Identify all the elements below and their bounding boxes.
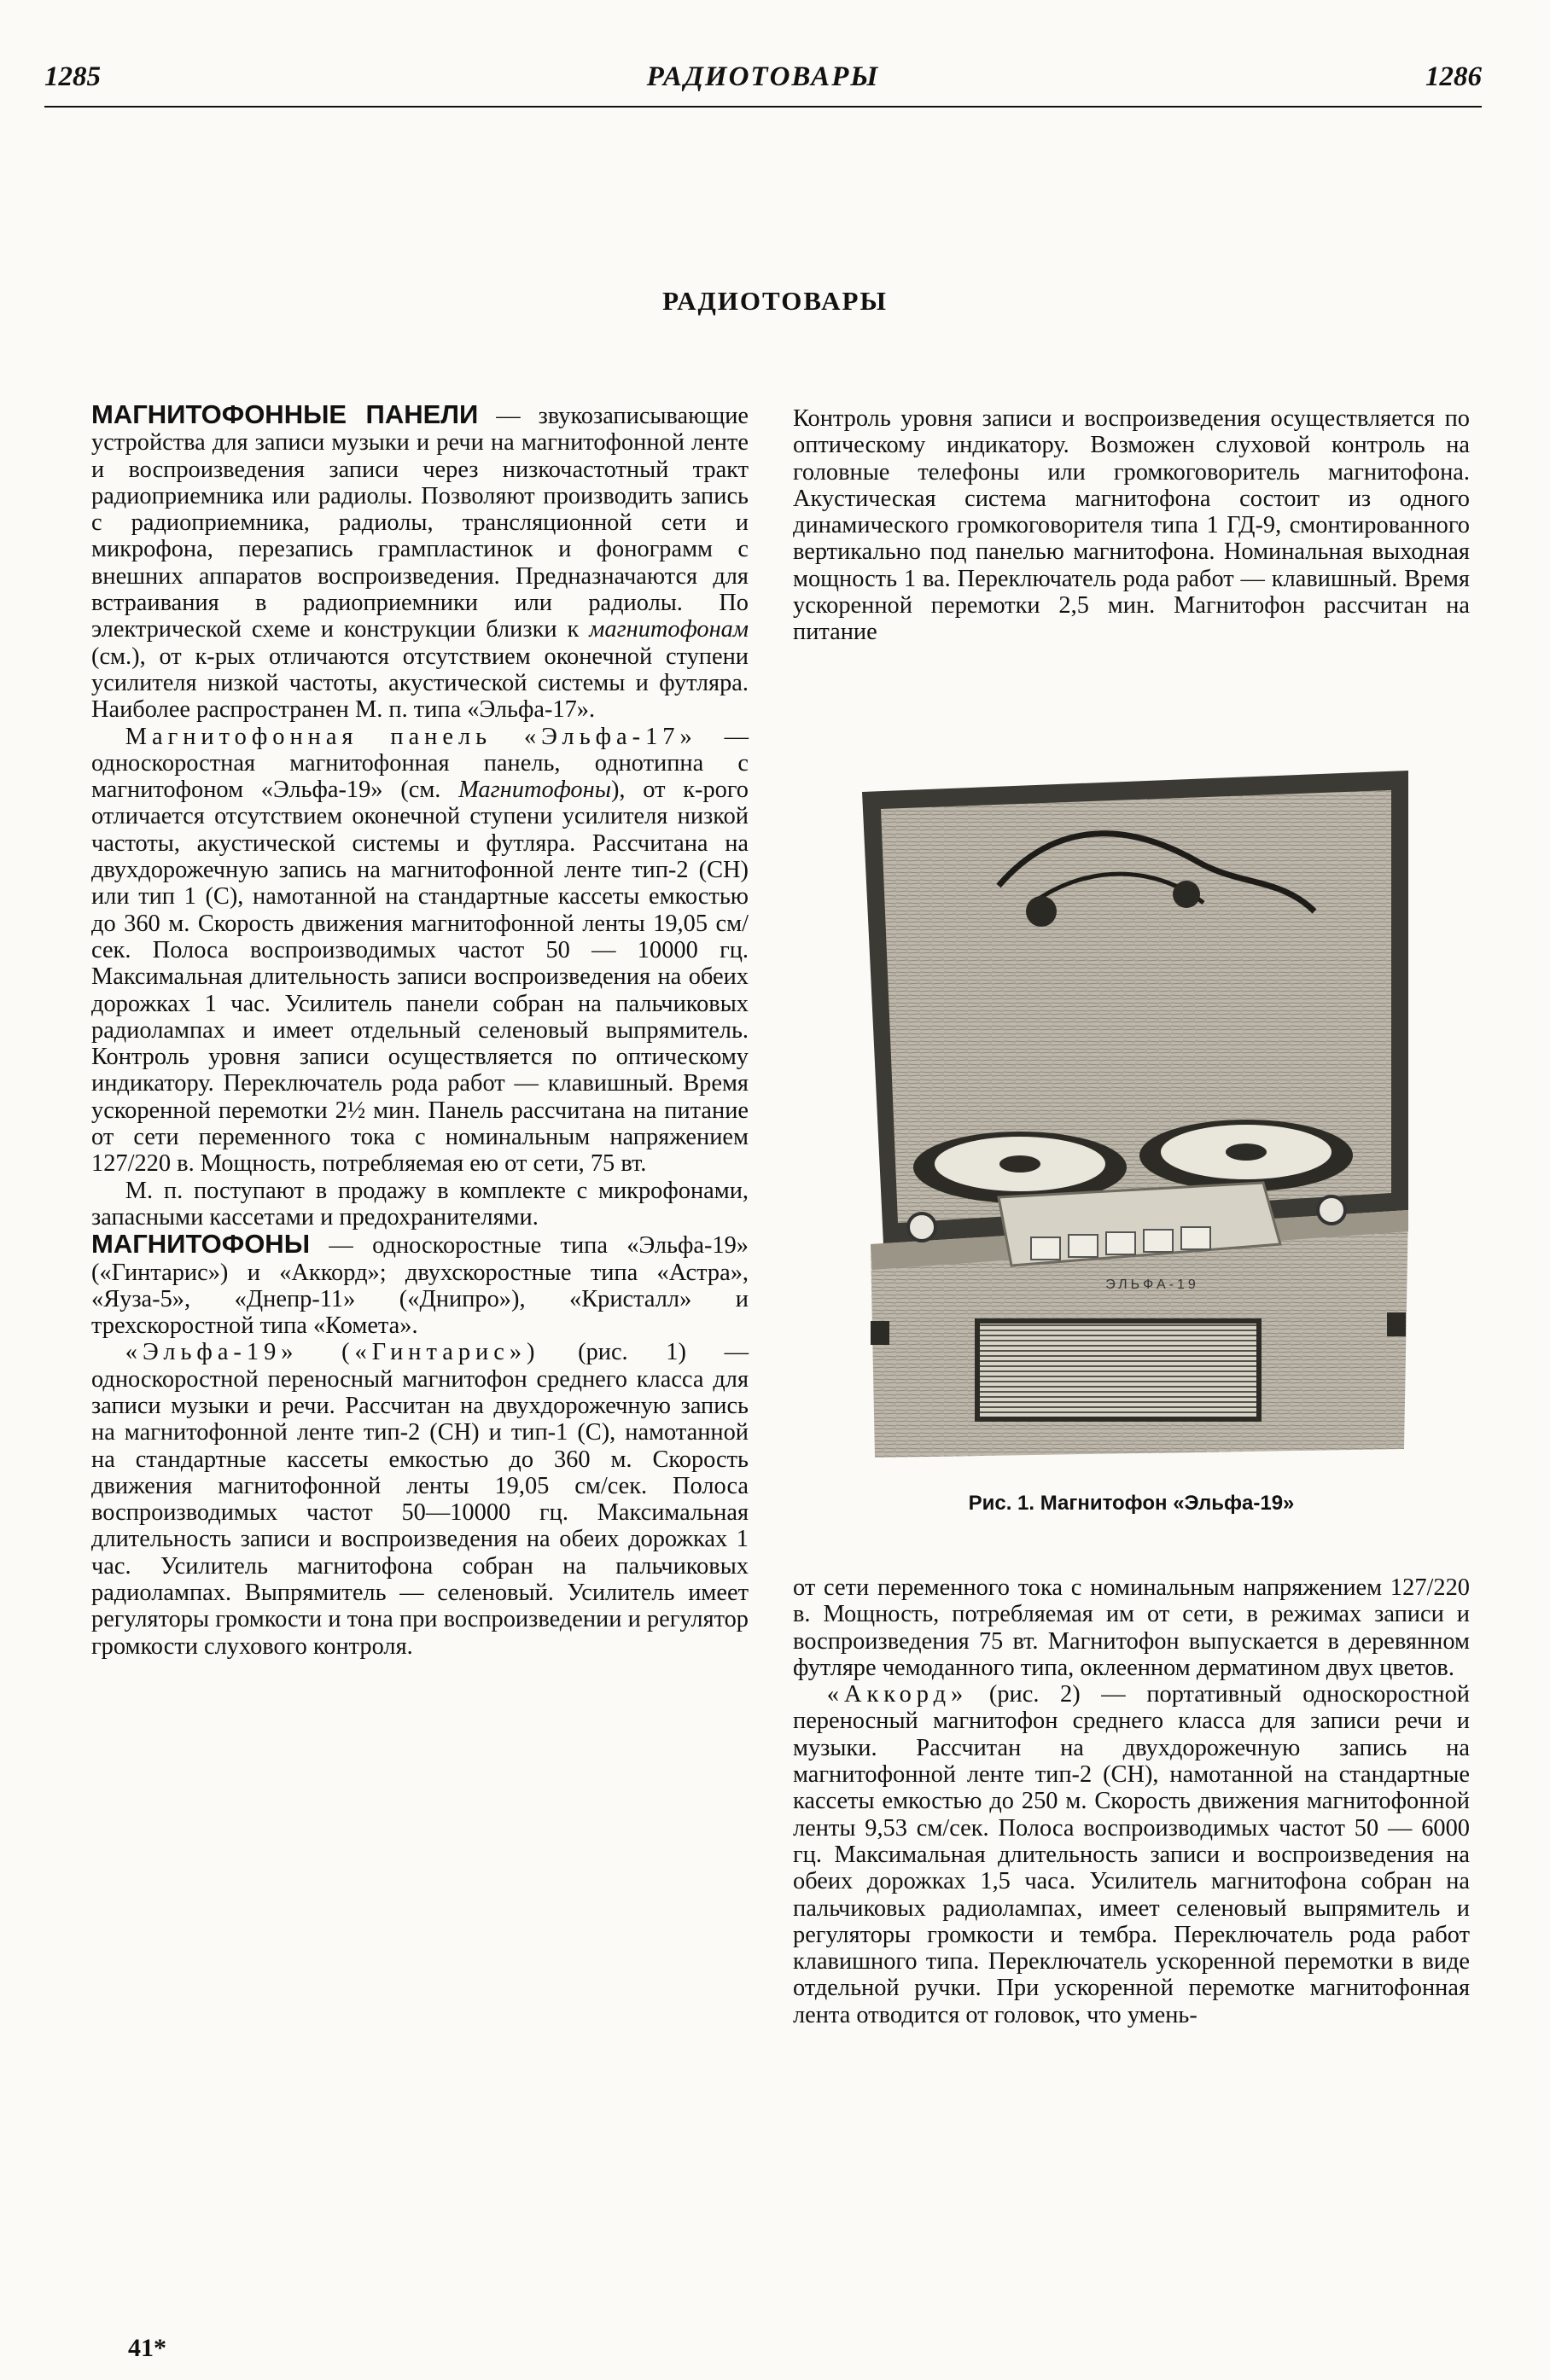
paragraph-continued: от сети переменного тока с номинальным напряжением 127/220 в. Мощность, потребляемая им от сети, в режимах записи и воспроизведения 75 вт. Магнитофон выпускается в деревянном футляре чемоданного типа, оклеенном дерматином двух цветов.	[793, 1574, 1470, 1681]
column-right-top	[793, 405, 1470, 646]
paragraph-continued: Контроль уровня записи и воспроизведения осуществляется по оптическому индикатору. Возможен слуховой контроль на головные телефоны или громкоговоритель магнитофона. Акустическая система магнитофона состоит из одного динамического громкоговорителя типа 1 ГД-9, смонтированного вертикально под панелью магнитофона. Номинальная выходная мощность 1 ва. Переключатель рода работ — клавишный. Время ускоренной перемотки 2,5 мин. Магнитофон рассчитан на питание	[793, 405, 1470, 646]
figure-caption: Рис. 1. Магнитофон «Эльфа-19»	[968, 1492, 1295, 1515]
cross-reference[interactable]: Магнитофоны	[458, 777, 611, 804]
subentry-akkord: «Аккорд» (рис. 2) — портативный односкоростной переносный магнитофон среднего класса для записи речи и музыки. Рассчитан на двухдорожечную запись на магнитофонной ленте тип-2 (СН), намотанной на стандартные кассеты емкостью до 250 м. Скорость движения магнитофонной ленты 9,53 см/сек. Полоса воспроизводимых частот 50 — 6000 гц. Максимальная длительность записи и воспроизведения на обеих дорожках 1,5 часа. Усилитель магнитофона собран на пальчиковых радиолампах, имеет селеновый выпрямитель и регуляторы громкости и тембра. Переключатель рода работ клавишного типа. Переключатель ускоренной перемотки в виде отдельной ручки. При ускоренной перемотке магнитофонная лента отводится от головок, что умень-	[793, 1681, 1470, 2028]
subentry-heading: «Эльфа-19» («Гинтарис»)	[125, 1339, 540, 1366]
paragraph-sale-note: М. п. поступают в продажу в комплекте с микрофонами, запасными кассетами и предохранителями.	[91, 1177, 749, 1231]
article-magnetophone-panels: МАГНИТОФОННЫЕ ПАНЕЛИ — звукозаписывающие устройства для записи музыки и речи на магнитофонной ленте и воспроизведения записи через низкочастотный тракт радиоприемника или радиолы. Позволяют производить запись с радиоприемника, радиолы, трансляционной сети и микрофона, перезапись грампластинок и фонограмм с внешних аппаратов воспроизведения. Предназначаются для встраивания в радиоприемники или радиолы. По электрической схеме и конструкции близки к магнитофонам (см.), от к-рых отличаются отсутствием оконечной ступени усилителя низкой частоты, акустической системы и футляра. Наиболее распространен М. п. типа «Эльфа-17».	[91, 399, 749, 724]
header-rule	[44, 106, 1482, 108]
cross-reference[interactable]: магнитофонам	[589, 616, 749, 643]
column-left	[91, 401, 749, 1660]
section-title: РАДИОТОВАРЫ	[662, 286, 888, 316]
page-number-left: 1285	[44, 61, 101, 92]
article-magnetophones: МАГНИТОФОНЫ — односкоростные типа «Эльфа-19» («Гинтарис») и «Аккорд»; двухскоростные типа «Астра», «Яуза-5», «Днепр-11» («Днипро»), «Кристалл» и трехскоростной типа «Комета».	[91, 1229, 749, 1340]
subentry-elfa-19: «Эльфа-19» («Гинтарис») (рис. 1) — односкоростной переносный магнитофон среднего класса для записи музыки и речи. Рассчитан на двухдорожечную запись на магнитофонной ленте тип-2 (СН) и тип-1 (С), намотанной на стандартные кассеты емкостью до 360 м. Скорость движения магнитофонной ленты 19,05 см/сек. Полоса воспроизводимых частот 50—10000 гц. Максимальная длительность записи и воспроизведения на обеих дорожках 1 час. Усилитель магнитофона собран на пальчиковых радиолампах. Выпрямитель — селеновый. Усилитель имеет регуляторы громкости и тона при воспроизведении и регулятор громкости слухового контроля.	[91, 1339, 749, 1660]
column-right-bottom	[793, 1574, 1470, 2028]
signature-mark: 41*	[128, 2334, 166, 2362]
device-brand-label: ЭЛЬФА-19	[1105, 1277, 1199, 1292]
subentry-elfa-17: Магнитофонная панель «Эльфа-17» — односкоростная магнитофонная панель, однотипна с магнитофоном «Эльфа-19» (см. Магнитофоны), от к-рого отличается отсутствием оконечной ступени усилителя низкой частоты, акустической системы и футляра. Рассчитана на двухдорожечную запись на магнитофонной ленте тип-2 (СН) или тип 1 (С), намотанной на стандартные кассеты емкостью до 360 м. Скорость движения магнитофонной ленты 19,05 см/сек. Полоса воспроизводимых частот 50 — 10000 гц. Максимальная длительность записи воспроизведения на обеих дорожках 1 час. Усилитель панели собран на пальчиковых радиолампах и имеет отдельный селеновый выпрямитель. Контроль уровня записи осуществляется по оптическому индикатору. Переключатель рода работ — клавишный. Время ускоренной перемотки 2½ мин. Панель рассчитана на питание от сети переменного тока с номинальным напряжением 127/220 в. Мощность, потребляемая ею от сети, 75 вт.	[91, 723, 749, 1178]
running-header	[44, 61, 1482, 109]
figure-tape-recorder-image	[836, 766, 1425, 1464]
entry-heading: МАГНИТОФОНЫ	[91, 1229, 311, 1260]
page-number-right: 1286	[1425, 61, 1482, 92]
subentry-heading: «Аккорд»	[826, 1681, 969, 1708]
running-title: РАДИОТОВАРЫ	[646, 61, 880, 92]
entry-heading: МАГНИТОФОННЫЕ ПАНЕЛИ	[91, 399, 479, 429]
subentry-heading: Магнитофонная панель «Эльфа-17»	[125, 723, 697, 750]
